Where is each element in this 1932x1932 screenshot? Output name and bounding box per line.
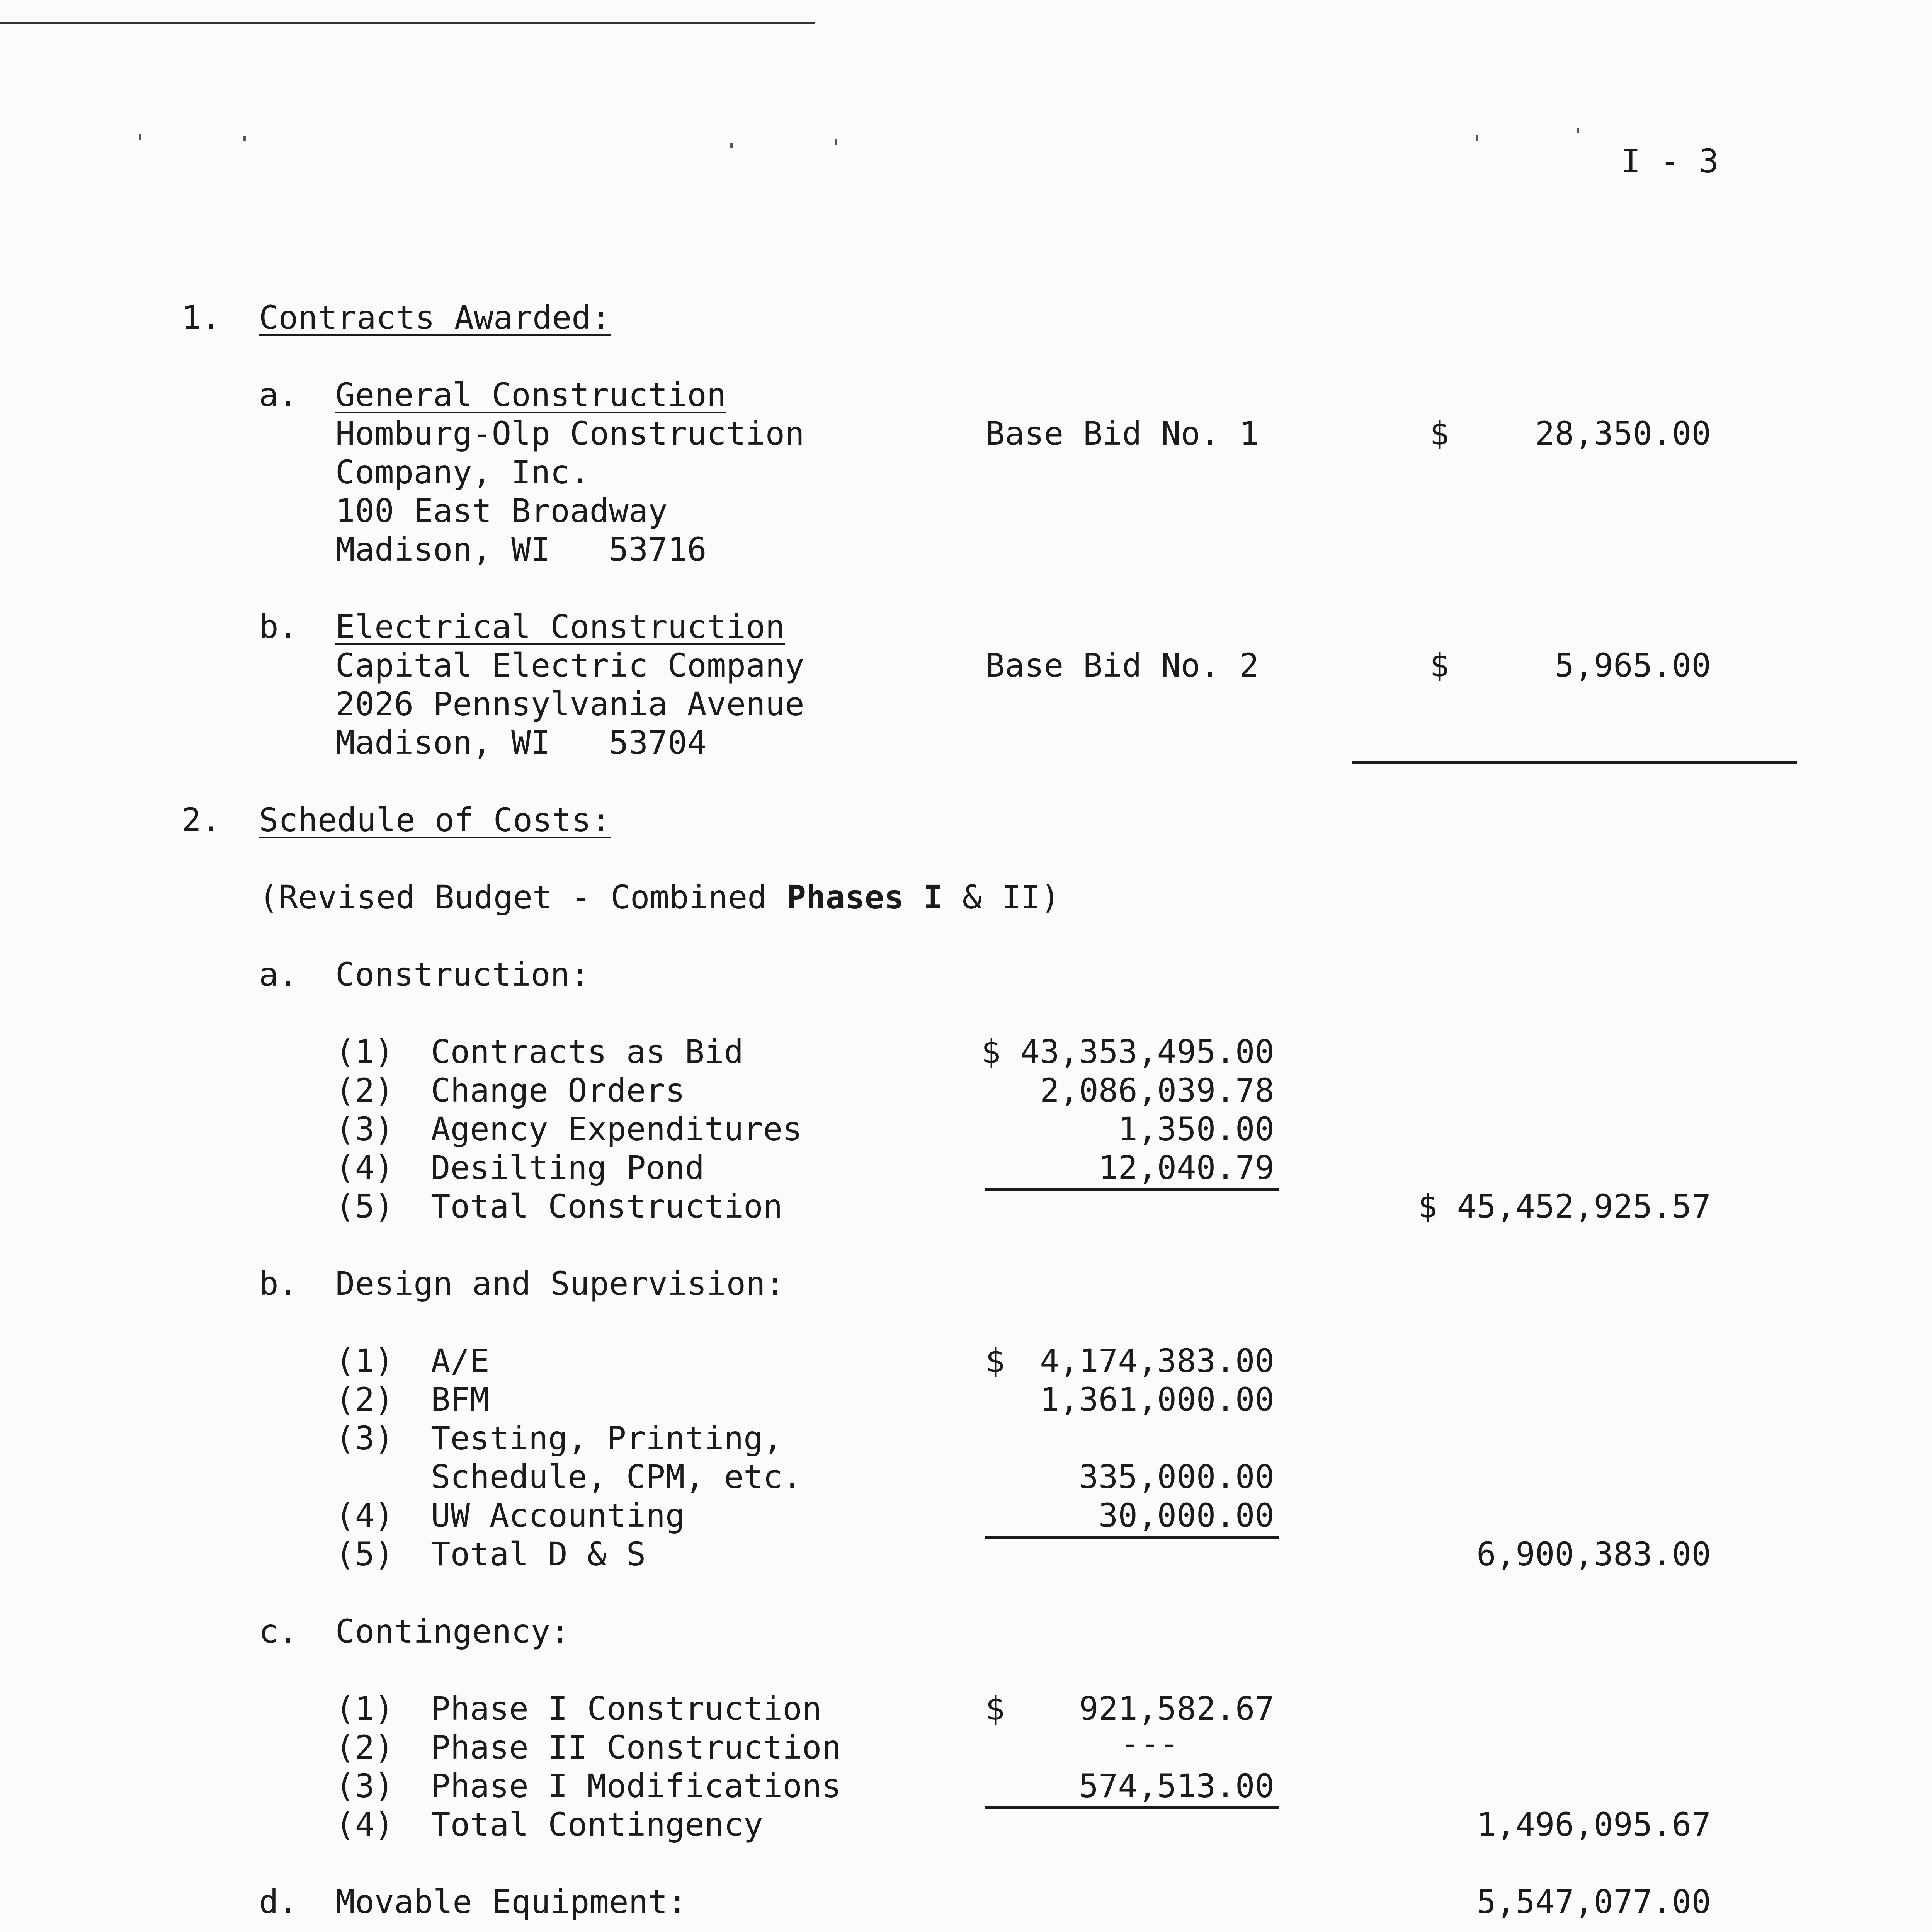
contractor-line: Company, Inc.: [335, 453, 590, 491]
contract-amount: 28,350.00: [1535, 415, 1711, 452]
line-label: A/E: [431, 1342, 490, 1380]
line-label: Total Construction: [431, 1187, 783, 1225]
line-label: Phase II Construction: [431, 1728, 842, 1766]
scan-speck: [835, 139, 837, 145]
cost-section-title: Contingency:: [335, 1612, 570, 1650]
line-number: (5): [335, 1535, 394, 1573]
line-amount: 2,086,039.78: [1040, 1071, 1274, 1109]
line-label: Desilting Pond: [431, 1149, 705, 1187]
scan-speck: [139, 134, 141, 140]
section-heading: Contracts Awarded:: [259, 299, 611, 337]
line-amount: 335,000.00: [1079, 1458, 1274, 1496]
subtotal-rule: [985, 1188, 1279, 1191]
currency-sign: $: [985, 1690, 1005, 1728]
line-number: (2): [335, 1728, 394, 1766]
line-number: (4): [335, 1149, 394, 1187]
section-total: $ 45,452,925.57: [1418, 1187, 1711, 1225]
section-total: 5,547,077.00: [1476, 1883, 1711, 1921]
item-letter: d.: [259, 1883, 298, 1921]
item-letter: b.: [259, 608, 298, 646]
currency-sign: $: [1430, 646, 1449, 684]
item-letter: a.: [259, 376, 298, 414]
contract-amount: 5,965.00: [1554, 646, 1711, 684]
line-number: (2): [335, 1381, 394, 1418]
line-amount: 1,361,000.00: [1040, 1381, 1274, 1418]
cost-section-title: Construction:: [335, 956, 590, 993]
scan-top-rule: [0, 22, 815, 24]
line-label: UW Accounting: [431, 1497, 685, 1534]
section-total: 1,496,095.67: [1476, 1806, 1711, 1844]
line-number: (1): [335, 1033, 394, 1071]
contractor-line: Homburg-Olp Construction: [335, 415, 804, 452]
line-number: (5): [335, 1187, 394, 1225]
line-label: Schedule, CPM, etc.: [431, 1458, 802, 1496]
line-number: (3): [335, 1419, 394, 1457]
line-number: (1): [335, 1690, 394, 1728]
section-heading: Schedule of Costs:: [259, 801, 611, 839]
line-amount: 30,000.00: [1098, 1497, 1274, 1534]
contractor-line: 100 East Broadway: [335, 492, 668, 530]
contractor-line: 2026 Pennsylvania Avenue: [335, 685, 804, 723]
line-label: Phase I Modifications: [431, 1767, 842, 1805]
line-amount: $ 43,353,495.00: [981, 1033, 1274, 1071]
section-total: 6,900,383.00: [1476, 1535, 1711, 1573]
cost-section-title: Movable Equipment:: [335, 1883, 687, 1921]
line-number: (4): [335, 1497, 394, 1534]
bid-label: Base Bid No. 1: [985, 415, 1259, 452]
item-letter: c.: [259, 1612, 298, 1650]
contractor-line: Madison, WI 53716: [335, 531, 707, 568]
line-label: Total D & S: [431, 1535, 646, 1573]
scan-speck: [1476, 135, 1478, 141]
line-amount: 4,174,383.00: [1040, 1342, 1274, 1380]
schedule-subtitle: (Revised Budget - Combined Phases I & II): [259, 878, 1060, 916]
section-number: 1.: [182, 299, 221, 337]
line-amount: 921,582.67: [1079, 1690, 1274, 1728]
contractor-line: Madison, WI 53704: [335, 724, 707, 762]
line-number: (2): [335, 1071, 394, 1109]
line-label: Phase I Construction: [431, 1690, 822, 1728]
rule-line: [1352, 761, 1797, 764]
bid-label: Base Bid No. 2: [985, 646, 1259, 684]
section-number: 2.: [182, 801, 221, 839]
line-amount: 12,040.79: [1098, 1149, 1274, 1187]
line-label: Testing, Printing,: [431, 1419, 783, 1457]
line-label: BFM: [431, 1381, 490, 1418]
line-amount: 1,350.00: [1118, 1110, 1274, 1148]
line-label: Agency Expenditures: [431, 1110, 802, 1148]
scan-speck: [1577, 128, 1579, 133]
line-amount-dash: ---: [1121, 1725, 1179, 1762]
scan-speck: [730, 143, 733, 148]
contract-title: General Construction: [335, 376, 726, 414]
scan-speck: [243, 136, 246, 141]
contract-title: Electrical Construction: [335, 608, 785, 646]
currency-sign: $: [1430, 415, 1449, 452]
line-number: (3): [335, 1110, 394, 1148]
item-letter: a.: [259, 956, 298, 993]
subtotal-rule: [985, 1536, 1279, 1539]
currency-sign: $: [985, 1342, 1005, 1380]
line-number: (3): [335, 1767, 394, 1805]
cost-section-title: Design and Supervision:: [335, 1265, 785, 1303]
line-number: (1): [335, 1342, 394, 1380]
line-label: Contracts as Bid: [431, 1033, 744, 1071]
subtotal-rule: [985, 1806, 1279, 1809]
line-label: Total Contingency: [431, 1806, 763, 1844]
line-amount: 574,513.00: [1079, 1767, 1274, 1805]
line-label: Change Orders: [431, 1071, 685, 1109]
page-number: I - 3: [1621, 142, 1719, 180]
line-number: (4): [335, 1806, 394, 1844]
item-letter: b.: [259, 1265, 298, 1303]
contractor-line: Capital Electric Company: [335, 646, 804, 684]
